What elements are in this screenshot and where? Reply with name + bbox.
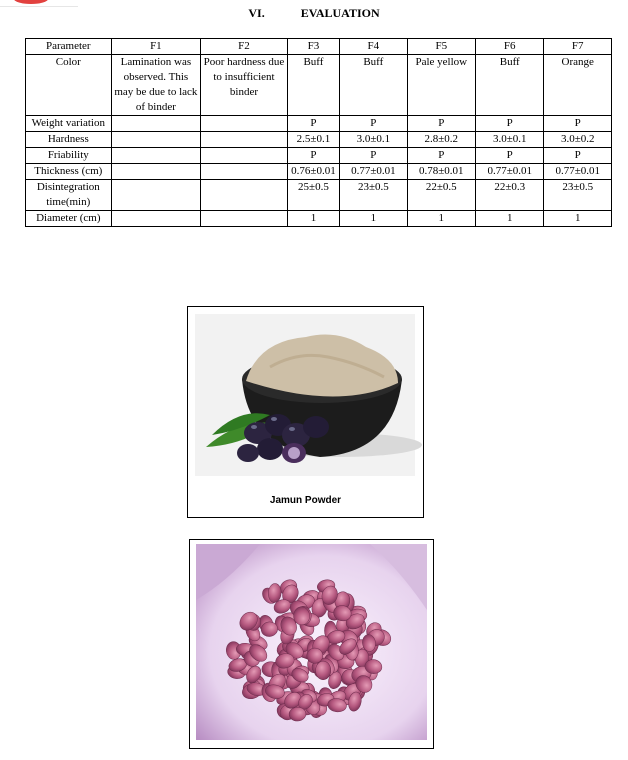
table-cell [111,148,201,164]
table-cell: Weight variation [26,116,112,132]
table-row [26,116,612,132]
table-cell: 0.77±0.01 [544,164,612,180]
section-heading [0,6,628,21]
table-cell: Hardness [26,132,112,148]
table-row [26,132,612,148]
table-cell: Friability [26,148,112,164]
table-cell: 2.5±0.1 [287,132,339,148]
table-cell: 25±0.5 [287,180,339,211]
jamun-powder-figure [187,306,424,518]
table-cell: Color [26,55,112,116]
table-cell: Pale yellow [407,55,475,116]
table-cell: 0.77±0.01 [476,164,544,180]
section-number: VI. [248,6,265,20]
table-cell [111,180,201,211]
table-cell: Poor hardness due to insufficient binder [201,55,288,116]
seeds-illustration [190,540,433,748]
table-cell: 1 [287,211,339,227]
table-cell: P [287,148,339,164]
header-cell: F2 [201,39,288,55]
table-cell: 3.0±0.2 [544,132,612,148]
table-cell: 0.77±0.01 [340,164,407,180]
header-cell: F5 [407,39,475,55]
table-cell: 1 [340,211,407,227]
table-cell: P [407,148,475,164]
table-row [26,164,612,180]
table-cell: Thickness (cm) [26,164,112,180]
table-cell: P [476,116,544,132]
table-cell: 0.78±0.01 [407,164,475,180]
table-cell: 23±0.5 [340,180,407,211]
table-cell: P [544,148,612,164]
table-cell: P [407,116,475,132]
table-cell: 2.8±0.2 [407,132,475,148]
seeds-figure [189,539,434,749]
header-cell: Parameter [26,39,112,55]
table-cell: 0.76±0.01 [287,164,339,180]
table-cell: 3.0±0.1 [476,132,544,148]
table-cell [111,211,201,227]
table-row [26,211,612,227]
table-header-row [26,39,612,55]
header-cell: F7 [544,39,612,55]
table-row [26,148,612,164]
table-cell [201,116,288,132]
table-cell: P [544,116,612,132]
evaluation-table [25,38,612,227]
table-cell [201,132,288,148]
table-cell: 22±0.5 [407,180,475,211]
table-cell [201,211,288,227]
table-cell: 3.0±0.1 [340,132,407,148]
header-cell: F1 [111,39,201,55]
table-cell: Diameter (cm) [26,211,112,227]
table-cell [111,132,201,148]
table-cell [111,164,201,180]
table-cell: P [340,148,407,164]
table-cell [201,164,288,180]
table-cell [201,180,288,211]
table-row [26,55,612,116]
jamun-powder-illustration [188,307,423,517]
header-cell: F6 [476,39,544,55]
table-cell: 1 [407,211,475,227]
table-cell: 23±0.5 [544,180,612,211]
table-row [26,180,612,211]
table-cell: 1 [476,211,544,227]
table-cell: Buff [287,55,339,116]
red-logo-shape [14,0,48,4]
header-cell: F4 [340,39,407,55]
table-cell: Orange [544,55,612,116]
table-cell: 22±0.3 [476,180,544,211]
table-cell [111,116,201,132]
table-cell: P [476,148,544,164]
table-cell: P [340,116,407,132]
seed-shape [315,661,331,680]
table-cell: Lamination was observed. This may be due to lack of binder [111,55,201,116]
table-cell: P [287,116,339,132]
table-cell: 1 [544,211,612,227]
section-title: EVALUATION [300,6,380,20]
header-cell: F3 [287,39,339,55]
table-cell: Buff [476,55,544,116]
table-cell [201,148,288,164]
table-cell: Buff [340,55,407,116]
table-cell: Disintegration time(min) [26,180,112,211]
figure-caption: Jamun Powder [269,495,342,506]
